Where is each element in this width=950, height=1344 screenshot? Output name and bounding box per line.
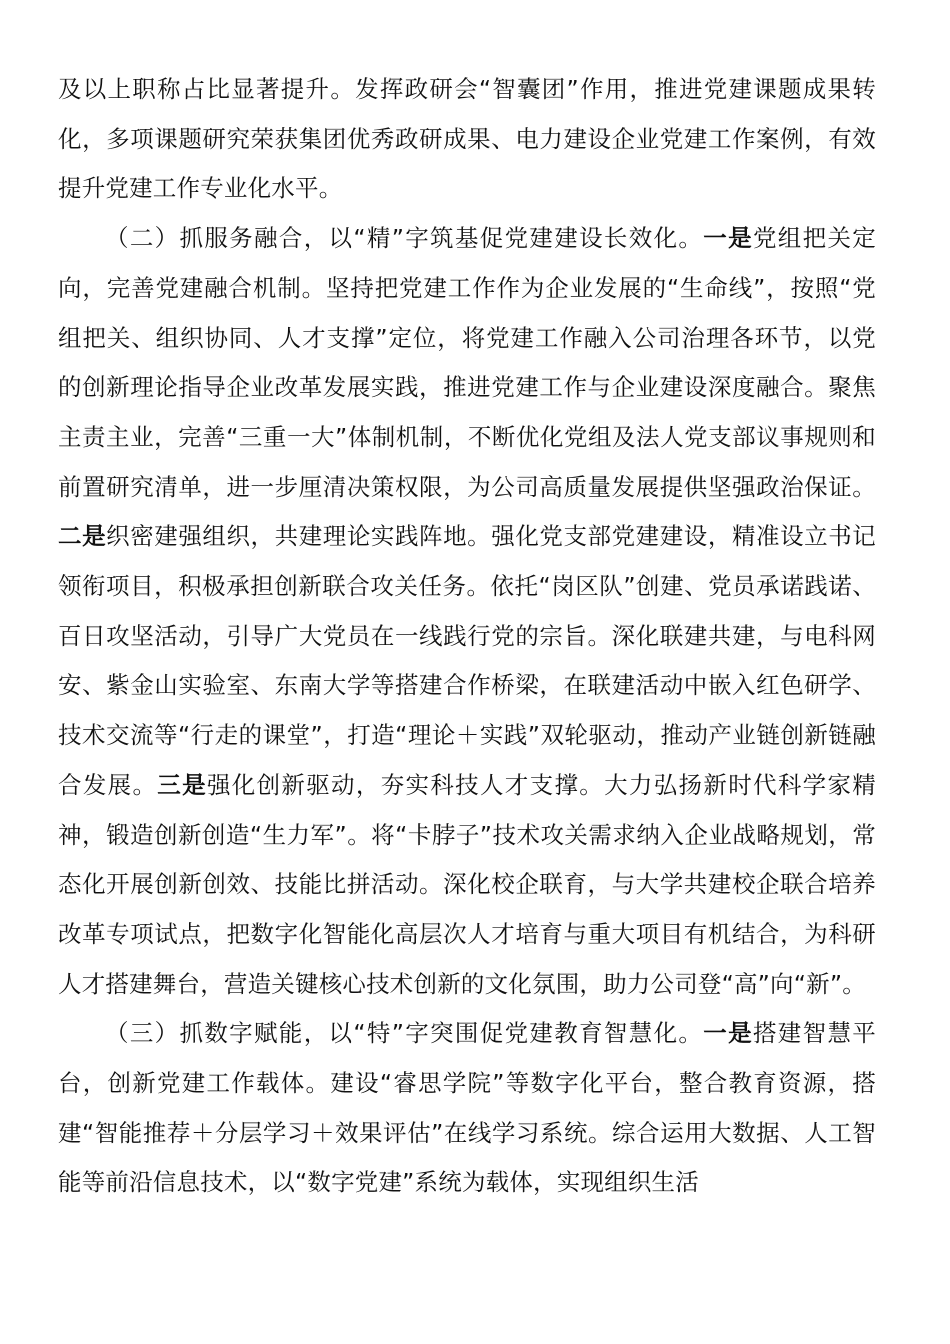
point-marker-2: 二是 (58, 522, 107, 551)
point-text-2: 织密建强组织，共建理论实践阵地。强化党支部党建建设，精准设立书记领衔项目，积极承担创新联合攻关任务。依托“岗区队”创建、党员承诺践诺、百日攻坚活动，引导广大党员在一线践行党的宗旨。深化联建共建，与电科网安、紫金山实验室、东南大学等搭建合作桥梁，在联建活动中嵌入红色研学、技术交流等“行走的课堂”，打造“理论＋实践”双轮驱动，推动产业链创新链融合发展。 (58, 522, 876, 799)
point-marker-3: 三是 (157, 770, 207, 799)
point-marker-4: 一是 (703, 1019, 753, 1048)
point-text-4: 搭建智慧平台，创新党建工作载体。建设“睿思学院”等数字化平台，整合教育资源，搭建“智能推荐＋分层学习＋效果评估”在线学习系统。综合运用大数据、人工智能等前沿信息技术，以“数字党建”系统为载体，实现组织生活 (58, 1019, 876, 1197)
point-text-1: 党组把关定向，完善党建融合机制。坚持把党建工作作为企业发展的“生命线”，按照“党组把关、组织协同、人才支撑”定位，将党建工作融入公司治理各环节，以党的创新理论指导企业改革发展实践，推进党建工作与企业建设深度融合。聚焦主责主业，完善“三重一大”体制机制，不断优化党组及法人党支部议事规则和前置研究清单，进一步厘清决策权限，为公司高质量发展提供坚强政治保证。 (58, 224, 876, 501)
document-body (58, 65, 876, 1208)
point-text-3: 强化创新驱动，夯实科技人才支撑。大力弘扬新时代科学家精神，锻造创新创造“生力军”。将“卡脖子”技术攻关需求纳入企业战略规划，常态化开展创新创效、技能比拼活动。深化校企联育，与大学共建校企联合培养改革专项试点，把数字化智能化高层次人才培育与重大项目有机结合，为科研人才搭建舞台，营造关键核心技术创新的文化氛围，助力公司登“高”向“新”。 (58, 770, 877, 998)
paragraph-1-text: 及以上职称占比显著提升。发挥政研会“智囊团”作用，推进党建课题成果转化，多项课题研究荣获集团优秀政研成果、电力建设企业党建工作案例，有效提升党建工作专业化水平。 (58, 75, 876, 203)
point-marker-1: 一是 (703, 224, 753, 253)
section-heading-2: （二）抓服务融合，以“精”字筑基促党建建设长效化。 (105, 224, 704, 253)
paragraph-1 (58, 65, 876, 214)
paragraph-2 (58, 214, 876, 1009)
section-heading-3: （三）抓数字赋能，以“特”字突围促党建教育智慧化。 (105, 1019, 704, 1048)
paragraph-3 (58, 1009, 876, 1208)
